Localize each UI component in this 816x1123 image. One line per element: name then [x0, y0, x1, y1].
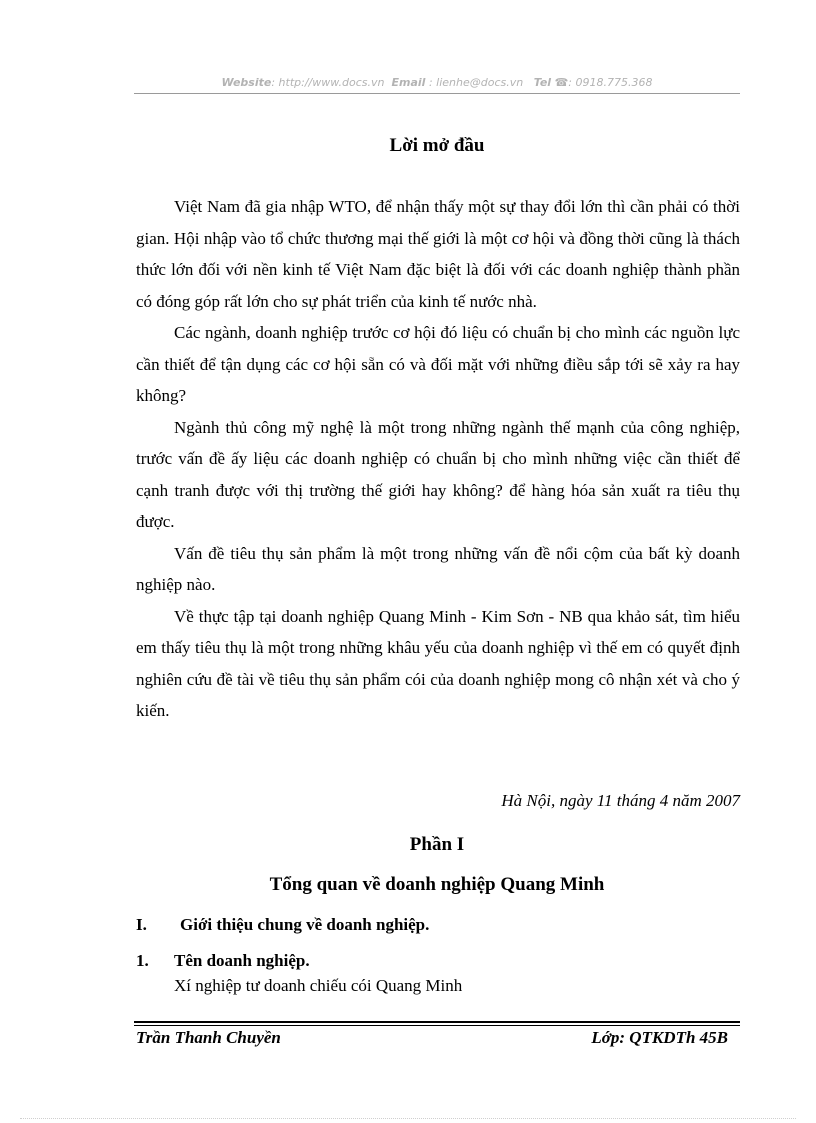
header-divider [134, 93, 740, 94]
paragraph: Ngành thủ công mỹ nghệ là một trong những ngành thế mạnh của công nghiệp, trước vấn đề ấy liệu các doanh nghiệp có chuẩn bị cho mình những việc cần thiết để cạnh tranh được với thị trường thế giới hay không? để hàng hóa sản xuất ra tiêu thụ được. [136, 417, 740, 531]
footer-author: Trần Thanh Chuyền [136, 1028, 281, 1047]
paragraph: Vấn đề tiêu thụ sản phẩm là một trong những vấn đề nổi cộm của bất kỳ doanh nghiệp nào. [136, 543, 740, 594]
email-label: Email [391, 76, 426, 89]
footer-divider-thick [134, 1021, 740, 1023]
paragraph: Về thực tập tại doanh nghiệp Quang Minh - Kim Sơn - NB qua khảo sát, tìm hiểu em thấy tiêu thụ là một trong những khâu yếu của doanh nghiệp vì thế em có quyết định nghiên cứu đề tài về tiêu thụ sản phẩm cói của doanh nghiệp mong cô nhận xét và cho ý kiến. [136, 606, 740, 720]
website-value: : http://www.docs.vn [271, 76, 385, 89]
subsection-title: Tên doanh nghiệp. [174, 951, 310, 970]
paragraph: Các ngành, doanh nghiệp trước cơ hội đó liệu có chuẩn bị cho mình các nguồn lực cần thiết để tận dụng các cơ hội sẵn có và đối mặt với những điều sắp tới sẽ xảy ra hay không? [136, 323, 740, 405]
tel-label: Tel [533, 76, 552, 89]
section-heading [136, 915, 429, 935]
subsection-number: 1. [136, 951, 149, 970]
section-number: I. [136, 915, 147, 934]
section-title: Giới thiệu chung về doanh nghiệp. [180, 915, 430, 934]
part-number: Phần I [409, 834, 465, 855]
email-value: : lienhe@docs.vn [428, 76, 524, 89]
document-title: Lời mở đầu [389, 135, 485, 156]
page-header [134, 76, 740, 89]
subsection-heading [136, 951, 310, 971]
date-line: Hà Nội, ngày 11 tháng 4 năm 2007 [501, 791, 740, 810]
document-body [136, 191, 740, 727]
paragraph: Việt Nam đã gia nhập WTO, để nhận thấy một sự thay đổi lớn thì cần phải có thời gian. Hội nhập vào tổ chức thương mại thế giới là một cơ hội và đồng thời cũng là thách thức lớn đối với nền kinh tế Việt Nam đặc biệt là đối với các doanh nghiệp thành phần có đóng góp rất lớn cho sự phát triển của kinh tế nước nhà. [136, 197, 740, 311]
page-edge [20, 1118, 796, 1119]
part-title: Tổng quan về doanh nghiệp Quang Minh [269, 874, 605, 895]
phone-icon: ☎ [554, 76, 569, 89]
website-label: Website [221, 76, 272, 89]
subsection-text: Xí nghiệp tư doanh chiếu cói Quang Minh [174, 976, 463, 995]
footer-class: Lớp: QTKDTh 45B [591, 1028, 728, 1047]
footer-divider-thin [134, 1025, 740, 1026]
tel-value: : 0918.775.368 [568, 76, 653, 89]
